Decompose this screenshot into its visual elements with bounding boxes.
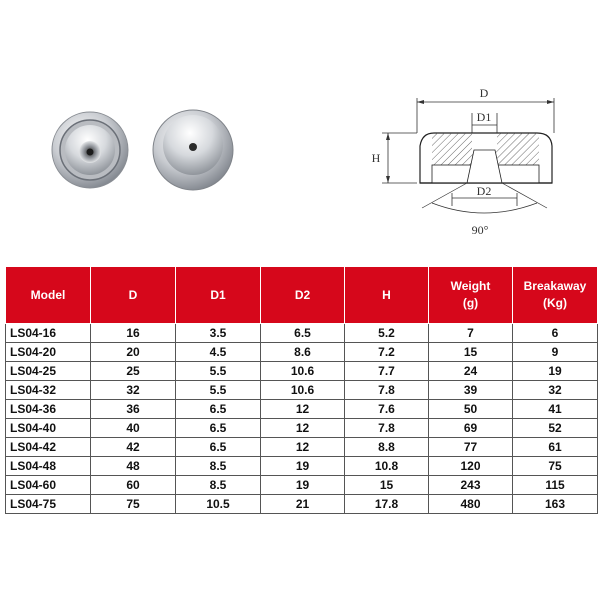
value-cell: 115 (513, 476, 598, 495)
header-h: H (345, 267, 429, 324)
value-cell: 20 (91, 343, 176, 362)
value-cell: 50 (429, 400, 513, 419)
value-cell: 10.6 (261, 362, 345, 381)
table-row (6, 400, 598, 419)
header-weight: Weight (g) (429, 267, 513, 324)
table-row (6, 495, 598, 514)
value-cell: 6.5 (176, 438, 261, 457)
model-cell: LS04-36 (6, 400, 91, 419)
value-cell: 19 (261, 476, 345, 495)
value-cell: 17.8 (345, 495, 429, 514)
value-cell: 480 (429, 495, 513, 514)
value-cell: 4.5 (176, 343, 261, 362)
value-cell: 52 (513, 419, 598, 438)
model-cell: LS04-32 (6, 381, 91, 400)
value-cell: 15 (429, 343, 513, 362)
value-cell: 5.5 (176, 362, 261, 381)
model-cell: LS04-48 (6, 457, 91, 476)
value-cell: 12 (261, 400, 345, 419)
value-cell: 7.7 (345, 362, 429, 381)
table-row (6, 381, 598, 400)
label-d2: D2 (476, 184, 492, 198)
value-cell: 5.5 (176, 381, 261, 400)
value-cell: 6 (513, 324, 598, 343)
value-cell: 19 (261, 457, 345, 476)
model-cell: LS04-40 (6, 419, 91, 438)
value-cell: 10.8 (345, 457, 429, 476)
label-h: H (371, 151, 381, 165)
model-cell: LS04-75 (6, 495, 91, 514)
value-cell: 6.5 (261, 324, 345, 343)
table-row (6, 419, 598, 438)
table-row (6, 438, 598, 457)
value-cell: 120 (429, 457, 513, 476)
table-row (6, 476, 598, 495)
table-row (6, 362, 598, 381)
value-cell: 69 (429, 419, 513, 438)
model-cell: LS04-42 (6, 438, 91, 457)
magnet-face-view (52, 112, 128, 188)
model-cell: LS04-20 (6, 343, 91, 362)
value-cell: 7.2 (345, 343, 429, 362)
magnet-back-view (153, 110, 233, 190)
value-cell: 48 (91, 457, 176, 476)
value-cell: 6.5 (176, 400, 261, 419)
value-cell: 6.5 (176, 419, 261, 438)
model-cell: LS04-60 (6, 476, 91, 495)
value-cell: 12 (261, 438, 345, 457)
value-cell: 10.5 (176, 495, 261, 514)
product-photo (45, 95, 245, 215)
table-row (6, 457, 598, 476)
table-row (6, 343, 598, 362)
value-cell: 41 (513, 400, 598, 419)
value-cell: 24 (429, 362, 513, 381)
value-cell: 19 (513, 362, 598, 381)
value-cell: 8.5 (176, 457, 261, 476)
value-cell: 243 (429, 476, 513, 495)
value-cell: 10.6 (261, 381, 345, 400)
label-d: D (479, 88, 489, 100)
header-d: D (91, 267, 176, 324)
value-cell: 42 (91, 438, 176, 457)
value-cell: 39 (429, 381, 513, 400)
value-cell: 5.2 (345, 324, 429, 343)
table-row (6, 324, 598, 343)
value-cell: 3.5 (176, 324, 261, 343)
value-cell: 75 (91, 495, 176, 514)
value-cell: 12 (261, 419, 345, 438)
label-angle: 90° (471, 223, 489, 237)
value-cell: 60 (91, 476, 176, 495)
value-cell: 163 (513, 495, 598, 514)
value-cell: 77 (429, 438, 513, 457)
value-cell: 25 (91, 362, 176, 381)
value-cell: 7.8 (345, 419, 429, 438)
value-cell: 9 (513, 343, 598, 362)
value-cell: 7.8 (345, 381, 429, 400)
value-cell: 32 (91, 381, 176, 400)
value-cell: 61 (513, 438, 598, 457)
value-cell: 8.8 (345, 438, 429, 457)
model-cell: LS04-25 (6, 362, 91, 381)
label-d1: D1 (476, 110, 492, 124)
value-cell: 8.6 (261, 343, 345, 362)
value-cell: 8.5 (176, 476, 261, 495)
spec-table (5, 266, 598, 514)
value-cell: 16 (91, 324, 176, 343)
value-cell: 15 (345, 476, 429, 495)
value-cell: 7 (429, 324, 513, 343)
value-cell: 36 (91, 400, 176, 419)
value-cell: 7.6 (345, 400, 429, 419)
value-cell: 32 (513, 381, 598, 400)
model-cell: LS04-16 (6, 324, 91, 343)
table-header-row (6, 267, 598, 324)
header-d2: D2 (261, 267, 345, 324)
header-d1: D1 (176, 267, 261, 324)
header-breakaway: Breakaway (Kg) (513, 267, 598, 324)
value-cell: 21 (261, 495, 345, 514)
value-cell: 40 (91, 419, 176, 438)
value-cell: 75 (513, 457, 598, 476)
dimension-diagram (362, 88, 582, 248)
header-model: Model (6, 267, 91, 324)
